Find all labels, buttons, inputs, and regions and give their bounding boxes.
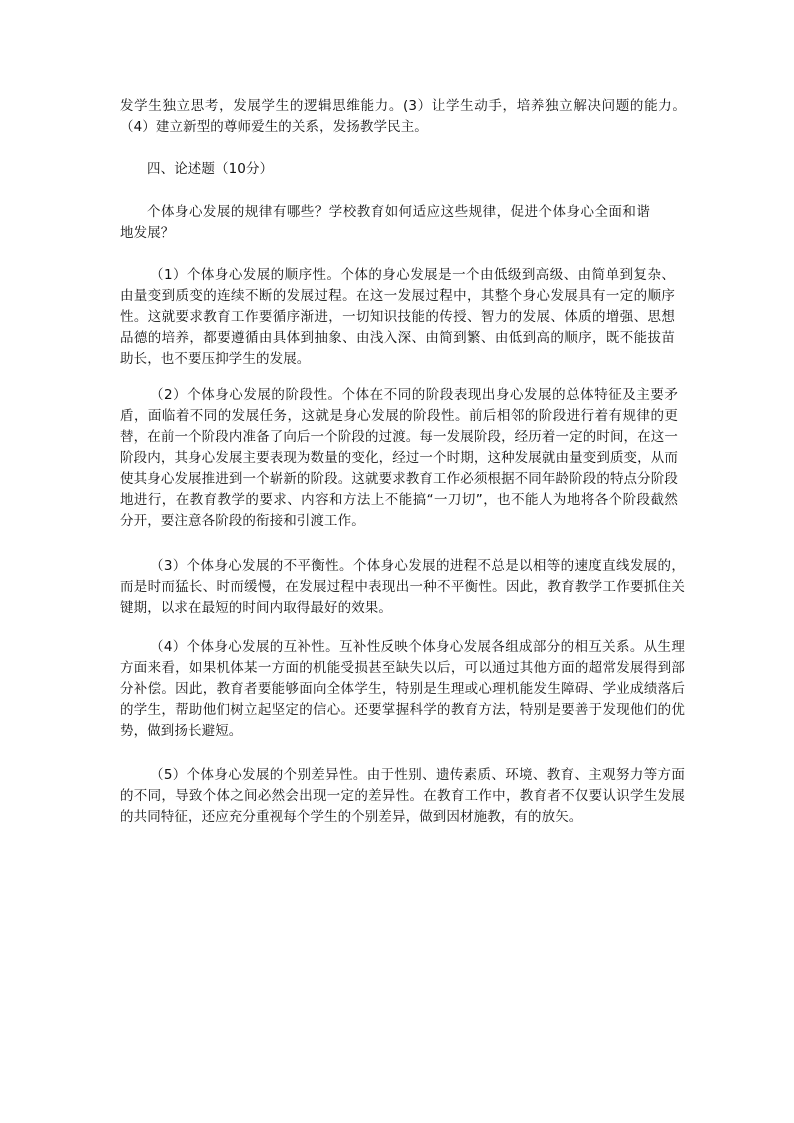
answer-paragraph-2: （2）个体身心发展的阶段性。个体在不同的阶段表现出身心发展的总体特征及主要矛盾，面临着不同的发展任务，这就是身心发展的阶段性。前后相邻的阶段进行着有规律的更替，在前一个阶段内准备了向后一个阶段的过渡。每一发展阶段，经历着一定的时间，在这一阶段内，其身心发展主要表现为数量的变化，经过一个时期，这种发展就由量变到质变，从而使其身心发展推进到一个崭新的阶段。这就要求教育工作必须根据不同年龄阶段的特点分阶段地进行，在教育教学的要求、内容和方法上不能搞“一刀切”，也不能人为地将各个阶段截然分开，要注意各阶段的衔接和引渡工作。 bbox=[120, 387, 678, 529]
answer-paragraph-1: （1）个体身心发展的顺序性。个体的身心发展是一个由低级到高级、由简单到复杂、由量变到质变的连续不断的发展过程。在这一发展过程中，其整个身心发展具有一定的顺序性。这就要求教育工作要循序渐进，一切知识技能的传授、智力的发展、体质的增强、思想品德的培养，都要遵循由具体到抽象、由浅入深、由简到繁、由低到高的顺序，既不能拔苗助长，也不要压抑学生的发展。 bbox=[120, 267, 675, 367]
answer-paragraph-5: （5）个体身心发展的个别差异性。由于性别、遗传素质、环境、教育、主观努力等方面的不同，导致个体之间必然会出现一定的差异性。在教育工作中，教育者不仅要认识学生发展的共同特征，还应充分重视每个学生的个别差异，做到因材施教，有的放矢。 bbox=[120, 767, 685, 825]
intro-paragraph: 发学生独立思考，发展学生的逻辑思维能力。(3）让学生动手，培养独立解决问题的能力。（4）建立新型的尊师爱生的关系，发扬教学民主。 bbox=[120, 98, 686, 135]
answer-paragraph-4: （4）个体身心发展的互补性。互补性反映个体身心发展各组成部分的相互关系。从生理方面来看，如果机体某一方面的机能受损甚至缺失以后，可以通过其他方面的超常发展得到部分补偿。因此，教育者要能够面向全体学生，特别是生理或心理机能发生障碍、学业成绩落后的学生，帮助他们树立起坚定的信心。还要掌握科学的教育方法，特别是要善于发现他们的优势，做到扬长避短。 bbox=[120, 639, 685, 739]
section-heading: 四、论述题（10分） bbox=[147, 161, 274, 177]
essay-question: 个体身心发展的规律有哪些？学校教育如何适应这些规律，促进个体身心全面和谐地发展？ bbox=[120, 204, 650, 241]
answer-paragraph-3: （3）个体身心发展的不平衡性。个体身心发展的进程不总是以相等的速度直线发展的，而是时而猛长、时而缓慢，在发展过程中表现出一种不平衡性。因此，教育教学工作要抓住关键期，以求在最短的时间内取得最好的效果。 bbox=[120, 558, 685, 616]
